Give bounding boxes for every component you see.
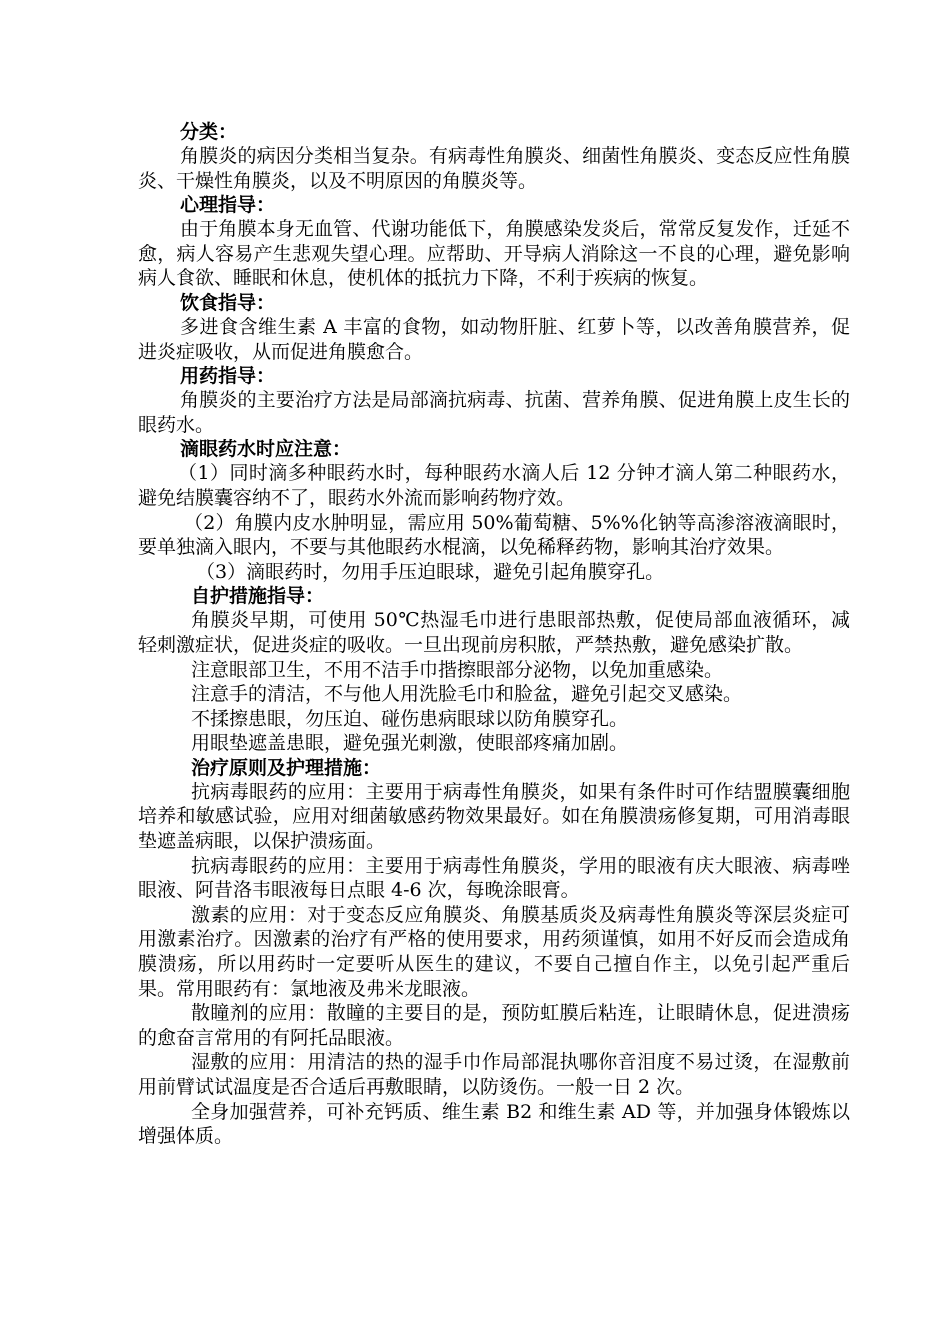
paragraph-self-care-5: 用眼垫遮盖患眼，避免强光刺激，使眼部疼痛加剧。 <box>191 732 629 755</box>
section-heading-diet-guidance: 饮食指导： <box>180 291 276 314</box>
paragraph-medication-guidance: 角膜炎的主要治疗方法是局部滴抗病毒、抗菌、营养角膜、促进角膜上皮生长的眼药水。 <box>138 389 850 436</box>
section-heading-self-care: 自护措施指导： <box>191 585 325 608</box>
document-body <box>138 120 850 1149</box>
paragraph-treatment-3: 激素的应用：对于变态反应角膜炎、角膜基质炎及病毒性角膜炎等深层炎症可用激素治疗。因激素的治疗有严格的使用要求，用药须谨慎，如用不好反而会造成角膜溃疡，所以用药时一定要听从医生的建议，不要自己擅自作主，以免引起严重后果。常用眼药有：氯地液及弗米龙眼液。 <box>138 903 850 1000</box>
paragraph-treatment-5: 湿敷的应用：用清洁的热的湿手巾作局部混执哪你音泪度不易过烫，在湿敷前用前臂试试温度是否合适后再敷眼睛，以防烫伤。一般一日 2 次。 <box>138 1051 850 1098</box>
paragraph-treatment-4: 散瞳剂的应用：散瞳的主要目的是，预防虹膜后粘连，让眼睛休息，促进溃疡的愈奋言常用的有阿托品眼液。 <box>138 1002 850 1049</box>
paragraph-treatment-2: 抗病毒眼药的应用：主要用于病毒性角膜炎，学用的眼液有庆大眼液、病毒唑眼液、阿昔洛韦眼液每日点眼 4-6 次，每晚涂眼膏。 <box>138 854 850 902</box>
paragraph-eye-drop-note-1: （1）同时滴多种眼药水时，每种眼药水滴人后 12 分钟才滴人第二种眼药水，避免结膜囊容纳不了，眼药水外流而影响药物疗效。 <box>138 462 850 509</box>
paragraph-treatment-6: 全身加强营养，可补充钙质、维生素 B2 和维生素 AD 等，并加强身体锻炼以增强体质。 <box>138 1100 850 1148</box>
paragraph-psychological-guidance: 由于角膜本身无血管、代谢功能低下，角膜感染发炎后，常常反复发作，迁延不愈，病人容易产生悲观失望心理。应帮助、开导病人消除这一不良的心理，避免影响病人食欲、睡眠和休息，使机体的抵抗力下降，不利于疾病的恢复。 <box>138 218 850 290</box>
paragraph-self-care-3: 注意手的清洁，不与他人用洗脸毛巾和脸盆，避免引起交叉感染。 <box>191 683 743 706</box>
paragraph-classification: 角膜炎的病因分类相当复杂。有病毒性角膜炎、细菌性角膜炎、变态反应性角膜炎、干燥性角膜炎，以及不明原因的角膜炎等。 <box>138 145 850 192</box>
paragraph-eye-drop-note-3: （3）滴眼药时，勿用手压迫眼球，避免引起角膜穿孔。 <box>196 560 665 583</box>
section-heading-eye-drop-notes: 滴眼药水时应注意： <box>180 438 352 461</box>
paragraph-self-care-1: 角膜炎早期，可使用 50℃热湿毛巾进行患眼部热敷，促使局部血液循环，减轻刺激症状，促进炎症的吸收。一旦出现前房积脓，严禁热敷，避免感染扩散。 <box>138 609 850 656</box>
paragraph-diet-guidance: 多进食含维生素 A 丰富的食物，如动物肝脏、红萝卜等，以改善角膜营养，促进炎症吸收，从而促进角膜愈合。 <box>138 315 850 363</box>
paragraph-self-care-2: 注意眼部卫生，不用不洁手巾揩擦眼部分泌物，以免加重感染。 <box>191 658 724 681</box>
section-heading-treatment-and-nursing: 治疗原则及护理措施： <box>191 756 382 779</box>
section-heading-medication-guidance: 用药指导： <box>180 365 276 388</box>
section-heading-classification: 分类： <box>180 121 238 143</box>
paragraph-eye-drop-note-2: （2）角膜内皮水肿明显，需应用 50%葡萄糖、5%%化钠等高渗溶液滴眼时，要单独滴入眼内，不要与其他眼药水棍滴，以免稀释药物，影响其治疗效果。 <box>138 511 850 559</box>
section-heading-psychological-guidance: 心理指导： <box>180 194 276 217</box>
paragraph-self-care-4: 不揉擦患眼，勿压迫、碰伤患病眼球以防角膜穿孔。 <box>191 707 629 730</box>
paragraph-treatment-1: 抗病毒眼药的应用：主要用于病毒性角膜炎，如果有条件时可作结盟膜囊细胞培养和敏感试验，应用对细菌敏感药物效果最好。如在角膜溃疡修复期，可用消毒眼垫遮盖病眼，以保护溃疡面。 <box>138 780 850 853</box>
